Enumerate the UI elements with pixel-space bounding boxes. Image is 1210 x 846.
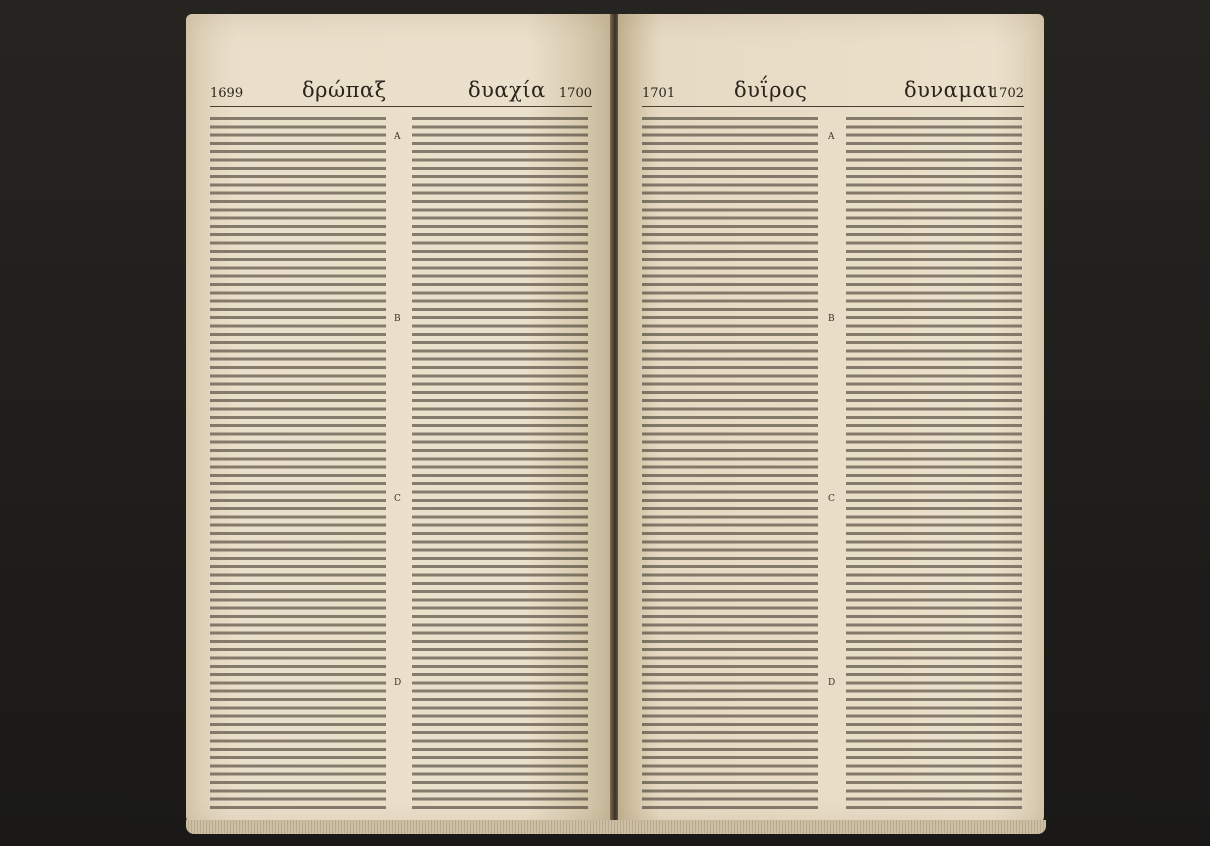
margin-letter: B	[828, 314, 835, 324]
margin-letter: D	[394, 678, 402, 688]
running-headword: δρώπαξ	[302, 78, 387, 102]
column-number: 1700	[558, 86, 592, 101]
running-headword: δυΐρος	[734, 78, 808, 102]
right-page-header	[642, 78, 1024, 108]
running-headword: δυναμαι	[904, 78, 996, 102]
running-headword: δυαχία	[468, 78, 546, 102]
right-page	[618, 14, 1044, 826]
text-column	[846, 114, 1022, 814]
column-number: 1702	[990, 86, 1024, 101]
left-page-header	[210, 78, 592, 108]
page-edges	[186, 820, 1046, 834]
text-column	[210, 114, 386, 814]
header-rule	[642, 106, 1024, 107]
column-number: 1699	[210, 86, 244, 101]
margin-letter: C	[394, 494, 401, 504]
margin-letter: C	[828, 494, 835, 504]
book-spread	[186, 14, 1046, 840]
header-rule	[210, 106, 592, 107]
margin-letter: B	[394, 314, 401, 324]
text-column	[412, 114, 588, 814]
margin-letter: A	[394, 132, 401, 142]
text-column	[642, 114, 818, 814]
column-number: 1701	[642, 86, 676, 101]
margin-letter: A	[828, 132, 835, 142]
left-page	[186, 14, 612, 826]
margin-letter: D	[828, 678, 836, 688]
